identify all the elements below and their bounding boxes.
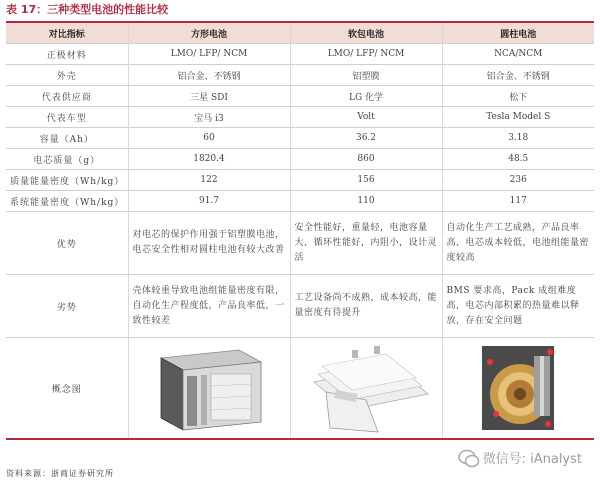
table-row (6, 86, 594, 107)
table-header-row (6, 22, 594, 44)
figure-row (6, 338, 594, 440)
table-row (6, 65, 594, 86)
table-cell: LMO/ LFP/ NCM (290, 44, 442, 65)
table-cell: 三星 SDI (128, 86, 290, 107)
row-label: 外壳 (6, 65, 128, 86)
table-cell: 对电芯的保护作用强于铝塑膜电池，电芯安全性相对圆柱电池有较大改善 (128, 212, 290, 275)
row-label: 电芯质量（g） (6, 149, 128, 170)
row-label: 质量能量密度（Wh/kg） (6, 170, 128, 191)
table-cell: 122 (128, 170, 290, 191)
table-cell: BMS 要求高，Pack 成组难度高，电芯内部积累的热量难以释放，存在安全问题 (442, 275, 594, 338)
column-header-metric: 对比指标 (6, 22, 128, 44)
cylindrical-cell-illustration (448, 342, 588, 434)
table-cell: 工艺设备尚不成熟，成本较高，能量密度有待提升 (290, 275, 442, 338)
wechat-icon (458, 449, 480, 469)
table-cell: 156 (290, 170, 442, 191)
table-cell: 91.7 (128, 191, 290, 212)
pouch-cell-illustration (296, 342, 436, 434)
column-header-prismatic: 方形电池 (128, 22, 290, 44)
figure-cell (290, 338, 442, 440)
table-cell: 236 (442, 170, 594, 191)
table-cell: 110 (290, 191, 442, 212)
table-caption: 表 17：三种类型电池的性能比较 (6, 3, 169, 16)
cons-row (6, 275, 594, 338)
table-row (6, 191, 594, 212)
table-cell: Volt (290, 107, 442, 128)
table-cell: Tesla Model S (442, 107, 594, 128)
row-label: 优势 (6, 212, 128, 275)
table-cell: LMO/ LFP/ NCM (128, 44, 290, 65)
row-label: 劣势 (6, 275, 128, 338)
battery-comparison-table (6, 21, 594, 440)
table-cell: 宝马 i3 (128, 107, 290, 128)
table-cell: NCA/NCM (442, 44, 594, 65)
table-row (6, 170, 594, 191)
table-row (6, 44, 594, 65)
table-cell: 铝塑膜 (290, 65, 442, 86)
watermark: 微信号: iAnalyst (482, 452, 582, 467)
table-cell: 安全性能好，重量轻，电池容量大，循环性能好，内阻小，设计灵活 (290, 212, 442, 275)
table-cell: LG 化学 (290, 86, 442, 107)
row-label: 正极材料 (6, 44, 128, 65)
column-header-cylindrical: 圆柱电池 (442, 22, 594, 44)
pros-row (6, 212, 594, 275)
table-cell: 36.2 (290, 128, 442, 149)
table-cell: 60 (128, 128, 290, 149)
row-label: 代表车型 (6, 107, 128, 128)
table-cell: 松下 (442, 86, 594, 107)
prismatic-cell-illustration (139, 342, 279, 434)
row-label: 系统能量密度（Wh/kg） (6, 191, 128, 212)
figure-cell (442, 338, 594, 440)
table-cell: 860 (290, 149, 442, 170)
row-label: 代表供应商 (6, 86, 128, 107)
table-row (6, 149, 594, 170)
figure-cell (128, 338, 290, 440)
table-cell: 3.18 (442, 128, 594, 149)
table-cell: 117 (442, 191, 594, 212)
table-cell: 壳体较重导致电池组能量密度有限，自动化生产程度低，产品良率低，一致性较差 (128, 275, 290, 338)
row-label: 容量（Ah） (6, 128, 128, 149)
table-cell: 铝合金、不锈钢 (442, 65, 594, 86)
table-cell: 铝合金、不锈钢 (128, 65, 290, 86)
row-label: 概念图 (6, 338, 128, 440)
table-cell: 自动化生产工艺成熟，产品良率高，电芯成本较低，电池组能量密度较高 (442, 212, 594, 275)
table-cell: 48.5 (442, 149, 594, 170)
table-row (6, 107, 594, 128)
source-note: 资料来源：浙商证券研究所 (6, 469, 114, 478)
table-row (6, 128, 594, 149)
table-cell: 1820.4 (128, 149, 290, 170)
column-header-pouch: 软包电池 (290, 22, 442, 44)
